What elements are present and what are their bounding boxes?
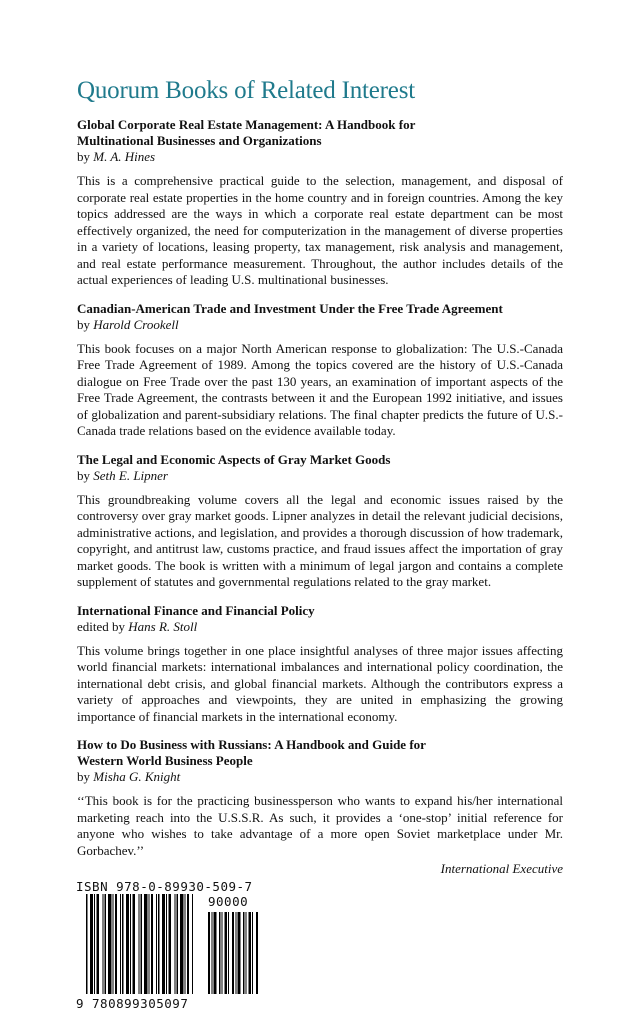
book-title: How to Do Business with Russians: A Handbook and Guide for Western World Business People bbox=[77, 737, 426, 768]
book-description: This book focuses on a major North American response to globalization: The U.S.-Canada Free Trade Agreement of 1989. Among the topics covered are the history of U.S.-Canada dialogue on Free Trade over the past 130 years, an examination of important aspects of the Free Trade Agreement, the contrasts between it and the European 1992 initiative, and issues of globalization and parent-subsidiary relations. The final chapter predicts the future of U.S.-Canada trade relations based on the evidence available today. bbox=[77, 340, 563, 438]
ean-digits: 9 780899305097 bbox=[76, 996, 189, 1011]
book-entry-3 bbox=[77, 452, 563, 591]
book-byline: edited by Hans R. Stoll bbox=[77, 618, 198, 634]
addon-bars bbox=[208, 912, 258, 994]
back-cover-content bbox=[77, 76, 563, 889]
book-byline: by Misha G. Knight bbox=[77, 769, 181, 784]
book-author: Seth E. Lipner bbox=[93, 467, 168, 483]
book-review-quote: ‘‘This book is for the practicing businessperson who wants to expand his/her international marketing reach into the U.S.S.R. As such, it provides a ‘one-stop’ initial reference for anyone who wishes to take advantage of a more open Soviet marketplace under Mr. Gorbachev.’’ bbox=[77, 793, 563, 858]
isbn-barcode bbox=[76, 880, 296, 1012]
book-description: This groundbreaking volume covers all the legal and economic issues raised by the controversy over gray market goods. Lipner analyzes in detail the relevant judicial decisions, administrative actions, and legislation, and provides a thorough discussion of how trademark, copyright, and antitrust law, customs practice, and fraud issues affect the importation of gray market goods. The book is written with a minimum of legal jargon and contains a complete supplement of statutes and governmental regulations related to the gray market. bbox=[77, 491, 563, 589]
book-entry-4 bbox=[77, 603, 563, 726]
book-title: Canadian-American Trade and Investment Under the Free Trade Agreement bbox=[77, 300, 503, 316]
book-description: This volume brings together in one place insightful analyses of three major issues affecting world financial markets: international imbalances and international policy coordination, the international debt crisis, and global financial markets. Although the contributors express a variety of approaches and viewpoints, they are united in emphasizing the growing importance of financial markets in the international economy. bbox=[77, 642, 563, 724]
book-byline: by Seth E. Lipner bbox=[77, 467, 168, 483]
price-code: 90000 bbox=[208, 894, 249, 909]
book-author: M. A. Hines bbox=[93, 149, 156, 164]
book-author: Harold Crookell bbox=[93, 316, 179, 332]
book-entry-1 bbox=[77, 117, 563, 289]
barcode-bars bbox=[76, 894, 286, 998]
book-entry-2 bbox=[77, 301, 563, 440]
book-byline: by M. A. Hines bbox=[77, 149, 156, 164]
book-description: This is a comprehensive practical guide to the selection, management, and disposal of corporate real estate properties in the home country and in foreign countries. Among the key topics addressed are the ways in which a corporate real estate department can be most effectively organized, the need for computerization in the management of diverse properties in a variety of locations, leasing property, tax management, risk analysis and management, and real estate performance measurement. Throughout, the author includes details of the actual experiences of leading U.S. multinational businesses. bbox=[77, 173, 563, 287]
book-title: International Finance and Financial Policy bbox=[77, 602, 315, 618]
book-author: Hans R. Stoll bbox=[128, 618, 198, 634]
book-entry-5 bbox=[77, 737, 563, 877]
book-title: Global Corporate Real Estate Management: A Handbook for Multinational Businesses and Organizations bbox=[77, 117, 416, 148]
page-title: Quorum Books of Related Interest bbox=[77, 77, 415, 104]
quote-attribution: International Executive bbox=[440, 861, 563, 876]
book-author: Misha G. Knight bbox=[93, 769, 181, 784]
ean-bars bbox=[86, 894, 193, 994]
isbn-number: ISBN 978-0-89930-509-7 bbox=[76, 879, 253, 894]
book-byline: by Harold Crookell bbox=[77, 316, 179, 332]
book-title: The Legal and Economic Aspects of Gray Market Goods bbox=[77, 451, 391, 467]
